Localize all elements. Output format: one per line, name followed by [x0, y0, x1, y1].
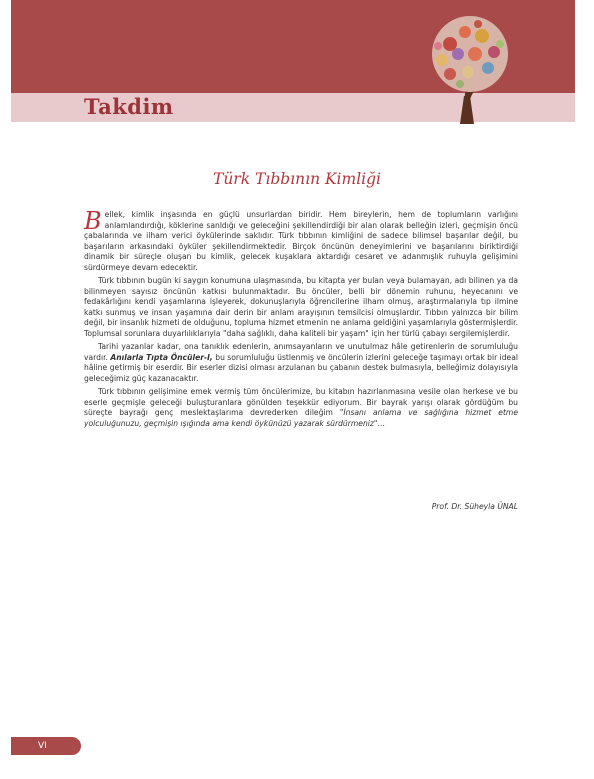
article-body	[84, 207, 518, 432]
paragraph-3-rest: bu sorumluluğu üstlenmiş ve öncülerin izlerini geleceğe taşımayı ortak bir ideal hâline getirmiş bir eserdir. Bir eserler dizisi olması arzulanan bu çabanın destek bulmasıyla, belleğimiz dolayısıyla geleceğimiz güç kazanacaktır.	[84, 352, 518, 383]
paragraph-3	[84, 342, 518, 384]
author-signature: Prof. Dr. Süheyla ÜNAL	[431, 502, 518, 511]
paragraph-4	[84, 387, 518, 429]
paragraph-3-lead: Tarihi yazanlar kadar, ona tanıklık edenlerin, anımsayanların ve unutulmaz hâle getirenlerin de sorumluluğu vardır.	[84, 342, 518, 362]
tree-icon	[420, 14, 520, 124]
page-number: VI	[38, 741, 47, 751]
page-title: Takdim	[84, 94, 174, 119]
paragraph-1-text: ellek, kimlik inşasında en güçlü unsurlardan biridir. Hem bireylerin, hem de toplumların varlığını anlamlandırdığı, köklerine sanldığı ve geleceğini şekillendirdiği bir alan olarak belleğin izleri, geçmişin öncü çabalarında ve ilham verici öykülerinde saklıdır. Türk tıbbının kimliğini de sadece bilimsel başarılar değil, bu başarıların arkasındaki öyküler şekillendirmektedir. Birçok öncünün deneyimlerini ve başarılarını biriktirdiği dinamik bir süreçle oluşan bu kimlik, gelecek kuşaklara aktardığı cesaret ve adanmışlık ruhuyla gelişimini sürdürmeye devam edecektir.	[84, 210, 518, 272]
article-heading: Türk Tıbbının Kimliği	[212, 170, 382, 188]
paragraph-4-lead: Türk tıbbının gelişimine emek vermiş tüm öncülerimize, bu kitabın hazırlanmasına vesile olan herkese ve bu eserle geçmişle geleceği buluşturanlara gönülden teşekkür ediyorum. Bir bayrak yarışı olarak gördüğüm bu süreçte bayrağı genç meslektaşlarıma devrederken dileğim	[84, 387, 518, 417]
paragraph-1	[84, 207, 518, 273]
paragraph-2: Türk tıbbının bugün ki saygın konumuna ulaşmasında, bu kitapta yer bulan veya bulamayan, adı bilinen ya da bilinmeyen sayısız öncünün katkısı bulunmaktadır. Bu öncüler, belli bir dönemin ruhunu, heyecanını ve fedakârlığını kendi yaşamlarına işleyerek, dokunuşlarıyla öğrencilerine ilham olmuş, araştırmalarıyla tıp ilmine katkı sunmuş ve insan yaşamına dair derin bir anlam arayışının temsilcisi olmuşlardır. Tıbbın yalnızca bir bilim değil, bir insanlık hizmeti de olduğunu, topluma hizmet etmenin ne anlama geldiğini yaşamlarıyla göstermişlerdir. Toplumsal sorunlara duyarlılıklarıyla "daha sağlıklı, daha kaliteli bir yaşam" için her türlü çabayı sergilemişlerdir.	[84, 276, 518, 338]
drop-cap: B	[84, 207, 102, 235]
wish-quote: "İnsanı anlama ve sağlığına hizmet etme yolculuğunuzu, geçmişin ışığında ama kendi öykünüzü yazarak sürdürmeniz"	[84, 408, 518, 428]
paragraph-4-end: …	[377, 418, 385, 428]
book-title: Anılarla Tıpta Öncüler-I,	[110, 352, 213, 362]
